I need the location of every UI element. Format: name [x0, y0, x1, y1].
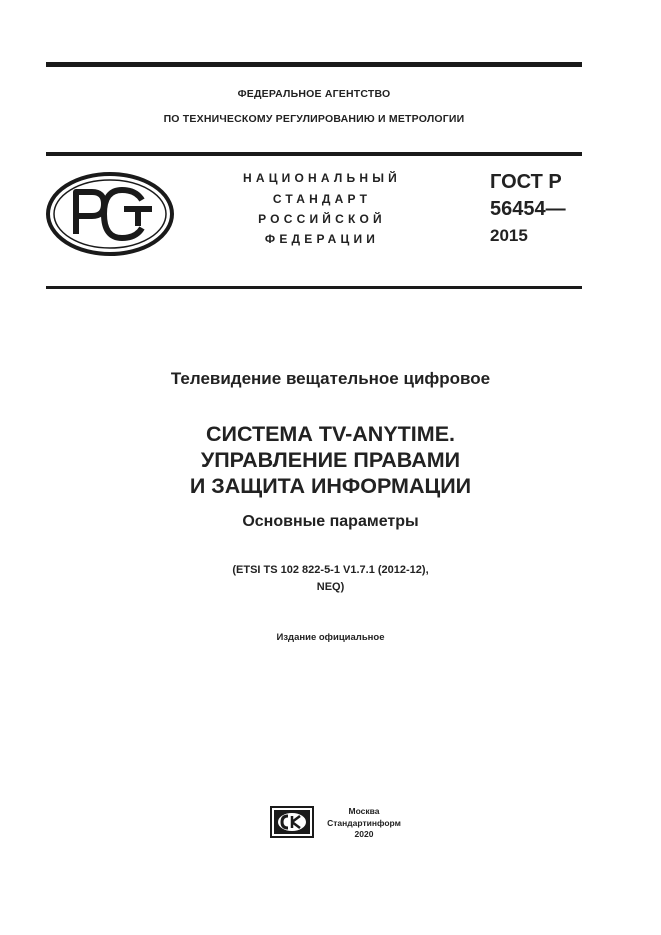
edition-note: Издание официальное: [276, 632, 385, 643]
agency-name: ФЕДЕРАЛЬНОЕ АГЕНТСТВО: [237, 88, 391, 100]
publisher-city: Москва: [348, 806, 380, 816]
title-line-2: УПРАВЛЕНИЕ ПРАВАМИ: [200, 448, 461, 472]
gost-designation: ГОСТ Р: [490, 171, 562, 193]
agency-subtitle: ПО ТЕХНИЧЕСКОМУ РЕГУЛИРОВАНИЮ И МЕТРОЛОГИИ: [163, 113, 465, 125]
gost-year: 2015: [490, 226, 528, 245]
standard-type-line-2: СТАНДАРТ: [272, 192, 372, 206]
middle-rule: [46, 152, 582, 156]
publisher-name: Стандартинформ: [327, 817, 401, 828]
publisher-year: 2020: [354, 829, 374, 839]
document-subtitle: Телевидение вещательное цифровое: [170, 369, 491, 388]
gost-r-logo-icon: [46, 172, 174, 256]
standard-type-line-3: РОССИЙСКОЙ: [258, 212, 386, 226]
document-params: Основные параметры: [242, 513, 419, 530]
reference-line-2: NEQ): [316, 581, 345, 593]
standard-type-line-1: НАЦИОНАЛЬНЫЙ: [242, 171, 402, 185]
document-title: [0, 421, 661, 499]
title-line-1: СИСТЕМА TV-ANYTIME.: [205, 422, 456, 446]
standartinform-logo-icon: [270, 806, 314, 838]
bottom-rule: [46, 286, 582, 289]
reference-line-1: (ETSI TS 102 822-5-1 V1.7.1 (2012-12),: [232, 564, 429, 576]
gost-number: 56454—: [490, 198, 566, 220]
reference-standard: [0, 562, 661, 596]
title-line-3: И ЗАЩИТА ИНФОРМАЦИИ: [189, 474, 472, 498]
top-rule: [46, 62, 582, 67]
standard-type-line-4: ФЕДЕРАЦИИ: [264, 232, 380, 246]
publisher-info: [322, 806, 406, 841]
